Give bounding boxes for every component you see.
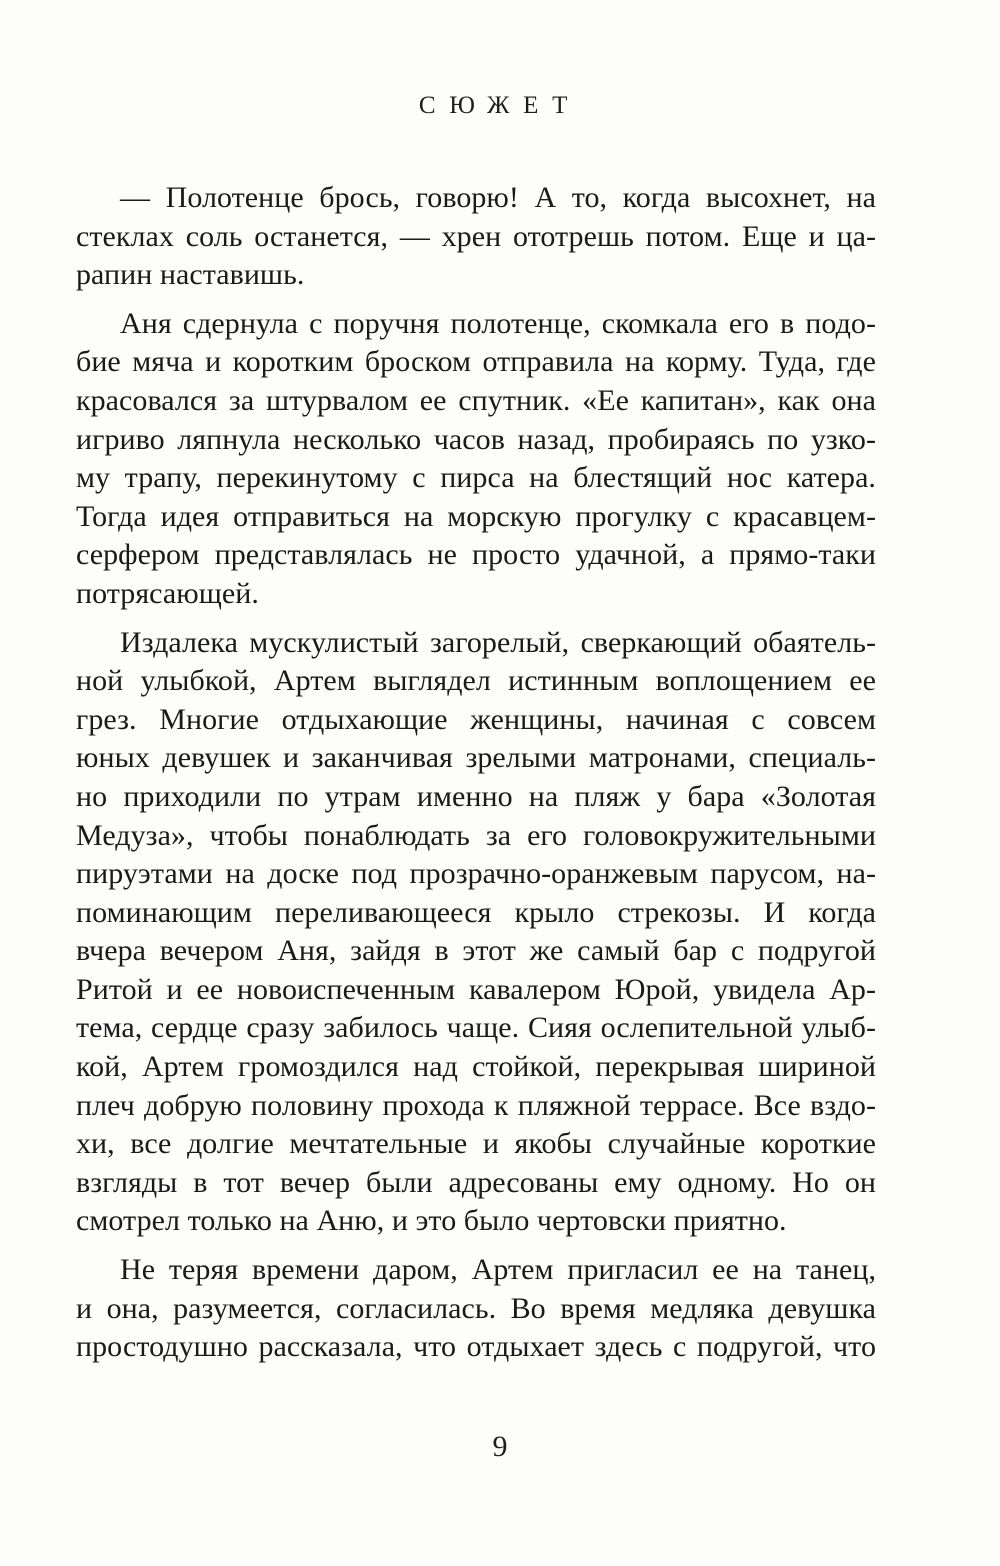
text-line: тема, сердце сразу забилось чаще. Сияя ослепительной улыб- — [76, 1011, 876, 1045]
text-line: бие мяча и коротким броском отправила на корму. Туда, где — [76, 345, 876, 379]
text-line: пируэтами на доске под прозрачно-оранжевым парусом, на- — [76, 857, 876, 891]
text-line: смотрел только на Аню, и это было чертовски приятно. — [76, 1204, 787, 1238]
paragraph-gap — [76, 614, 876, 624]
text-line: — Полотенце брось, говорю! А то, когда высохнет, на — [120, 181, 876, 214]
text-line: рапин наставишь. — [76, 258, 305, 292]
text-line: но приходили по утрам именно на пляж у бара «Золотая — [76, 779, 876, 813]
text-line: простодушно рассказала, что отдыхает здесь с подругой, что — [76, 1330, 876, 1364]
text-line: потрясающей. — [76, 576, 259, 610]
text-line: Ритой и ее новоиспеченным кавалером Юрой, увидела Ар- — [76, 972, 876, 1006]
text-line: Не теряя времени даром, Артем пригласил ее на танец, — [120, 1253, 876, 1287]
text-line: ной улыбкой, Артем выглядел истинным воплощением ее — [76, 664, 876, 698]
running-head: СЮЖЕТ — [418, 92, 582, 119]
paragraph-gap — [76, 1241, 876, 1251]
text-line: серфером представлялась не просто удачной, а прямо-таки — [76, 538, 876, 572]
text-line: грез. Многие отдыхающие женщины, начиная с совсем — [76, 702, 876, 736]
text-line: красовался за штурвалом ее спутник. «Ее капитан», как она — [76, 383, 876, 417]
text-line: хи, все долгие мечтательные и якобы случайные короткие — [76, 1127, 876, 1161]
text-line: вчера вечером Аня, зайдя в этот же самый бар с подругой — [76, 934, 876, 968]
text-line: юных девушек и заканчивая зрелыми матронами, специаль- — [76, 741, 876, 775]
paragraph — [76, 1251, 876, 1367]
text-line: Тогда идея отправиться на морскую прогулку с красавцем- — [76, 499, 876, 533]
text-line: Аня сдернула с поручня полотенце, скомкала его в подо- — [120, 306, 876, 340]
text-line: плеч добрую половину прохода к пляжной террасе. Все вздо- — [76, 1088, 876, 1122]
paragraph — [76, 179, 876, 295]
text-line: му трапу, перекинутому с пирса на блестящий нос катера. — [76, 461, 876, 495]
paragraph-gap — [76, 295, 876, 305]
text-line: стеклах соль останется, — хрен ототрешь потом. Еще и ца- — [76, 219, 876, 253]
paragraph — [76, 305, 876, 614]
text-line: и она, разумеется, согласилась. Во время медляка девушка — [76, 1291, 876, 1325]
text-line: кой, Артем громоздился над стойкой, перекрывая шириной — [76, 1050, 876, 1084]
text-line: взгляды в тот вечер были адресованы ему одному. Но он — [76, 1165, 876, 1199]
text-line: поминающим переливающееся крыло стрекозы. И когда — [76, 895, 876, 929]
body-text — [76, 179, 876, 1367]
page-number: 9 — [492, 1430, 508, 1463]
text-line: Медуза», чтобы понаблюдать за его головокружительными — [76, 818, 876, 852]
paragraph — [76, 624, 876, 1242]
text-line: Издалека мускулистый загорелый, сверкающий обаятель- — [120, 625, 876, 659]
text-line: игриво ляпнула несколько часов назад, пробираясь по узко- — [76, 422, 876, 456]
